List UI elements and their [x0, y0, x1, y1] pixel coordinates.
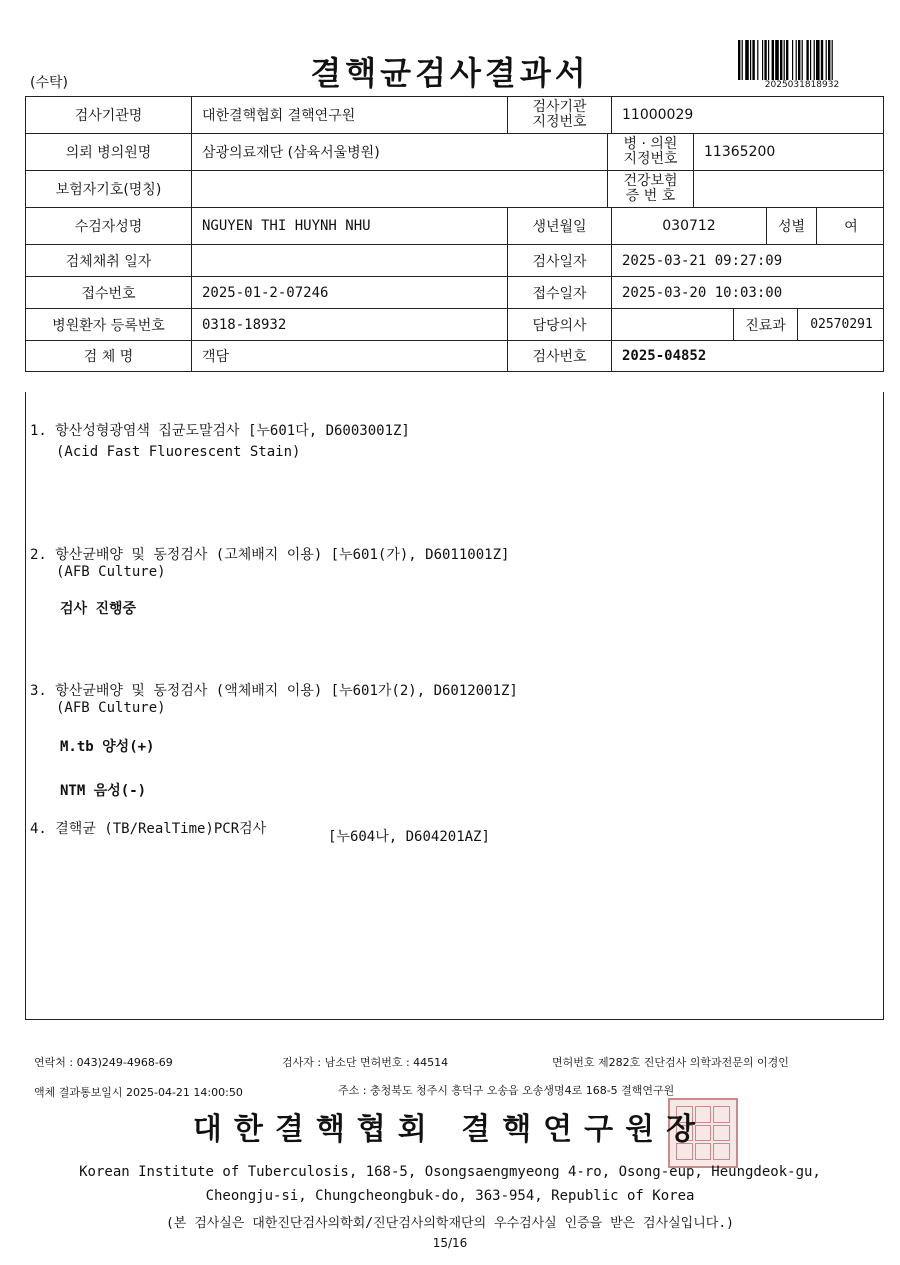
barcode-number: 2025031818932	[764, 80, 840, 90]
document-title: 결핵균검사결과서	[310, 54, 590, 92]
barcode	[738, 40, 866, 80]
test-date-value: 2025-03-21 09:27:09	[611, 245, 885, 276]
sex-label: 성별	[766, 208, 816, 244]
test-no-label: 검사번호	[507, 341, 611, 371]
info-row-specimen	[26, 341, 883, 371]
test3-subtitle: (AFB Culture)	[56, 700, 166, 716]
lab-code-label-line1: 검사기관	[532, 99, 587, 115]
health-ins-label-line2: 증 번 호	[625, 188, 676, 204]
certification-note: (본 검사실은 대한진단검사의학회/진단검사의학재단의 우수검사실 인증을 받은 검사실입니다.)	[165, 1216, 735, 1231]
lab-name-value: 대한결핵협회 결핵연구원	[191, 97, 507, 133]
collect-value	[191, 245, 507, 276]
hospital-code-label-line1: 병 · 의원	[623, 136, 678, 152]
lab-code-label-line2: 지정번호	[532, 114, 587, 130]
english-address-line2: Cheongju-si, Chungcheongbuk-do, 363-954, Republic of Korea	[205, 1188, 695, 1204]
test3-result-ntm: NTM 음성(-)	[60, 783, 147, 799]
receipt-no-label: 접수번호	[81, 285, 136, 302]
reg-no-value: 0318-18932	[191, 309, 507, 340]
results-panel	[25, 392, 884, 1020]
info-row-receipt	[26, 277, 883, 309]
specimen-value: 객담	[191, 341, 507, 371]
request-type-tag: (수탁)	[30, 75, 68, 91]
health-ins-label	[607, 171, 693, 207]
specimen-label: 검 체 명	[83, 349, 134, 365]
test-date-label: 검사일자	[507, 245, 611, 276]
info-row-insurer	[26, 171, 883, 208]
doctor-value	[611, 309, 733, 340]
test4-title: 4. 결핵균 (TB/RealTime)PCR검사	[30, 821, 267, 837]
contact-info: 연락처 : 043)249-4968-69	[34, 1056, 173, 1069]
receipt-date-value: 2025-03-20 10:03:00	[611, 277, 885, 308]
test-no-value: 2025-04852	[611, 341, 885, 371]
license-info: 면허번호 제282호 진단검사 의학과전문의 이경인	[552, 1056, 789, 1069]
info-row-collect	[26, 245, 883, 277]
info-row-lab	[26, 97, 883, 134]
hospital-value: 삼광의료재단 (삼육서울병원)	[191, 134, 607, 170]
patient-label: 수검자성명	[74, 219, 143, 235]
health-ins-label-line1: 건강보험	[623, 173, 678, 189]
institute-name: 대한결핵협회 결핵연구원장	[192, 1112, 708, 1147]
health-ins-value	[693, 171, 885, 207]
test2-result: 검사 진행중	[60, 601, 137, 617]
test2-title: 2. 항산균배양 및 동정검사 (고체배지 이용) [누601(가), D6011001Z]	[30, 547, 510, 563]
hospital-code-label	[607, 134, 693, 170]
sex-value: 여	[816, 208, 885, 244]
address: 주소 : 충청북도 청주시 흥덕구 오송읍 오송생명4로 168-5 결핵연구원	[338, 1084, 675, 1097]
doctor-label: 담당의사	[507, 309, 611, 340]
patient-value: NGUYEN THI HUYNH NHU	[191, 208, 507, 244]
test3-result-mtb: M.tb 양성(+)	[60, 739, 155, 755]
info-table	[25, 96, 884, 372]
hospital-label: 의뢰 병의원명	[65, 145, 152, 161]
info-row-registration	[26, 309, 883, 341]
lab-code-value: 11000029	[611, 97, 885, 133]
test1-subtitle: (Acid Fast Fluorescent Stain)	[56, 444, 301, 460]
insurer-label: 보험자기호(명칭)	[55, 182, 162, 198]
test4-code: [누604나, D604201AZ]	[328, 829, 490, 845]
lab-name-label: 검사기관명	[74, 108, 143, 124]
test1-title: 1. 항산성형광염색 집균도말검사 [누601다, D6003001Z]	[30, 423, 410, 439]
birth-label: 생년월일	[507, 208, 611, 244]
hospital-code-label-line2: 지정번호	[623, 151, 678, 167]
collect-label: 검체채취 일자	[65, 253, 152, 270]
page-number: 15/16	[432, 1236, 468, 1250]
english-address-line1: Korean Institute of Tuberculosis, 168-5, Osongsaengmyeong 4-ro, Osong-eup, Heungdeok-gu,	[79, 1164, 821, 1180]
receipt-no-value: 2025-01-2-07246	[191, 277, 507, 308]
info-row-patient	[26, 208, 883, 245]
test3-title: 3. 항산균배양 및 동정검사 (액체배지 이용) [누601가(2), D6012001Z]	[30, 683, 518, 699]
receipt-date-label: 접수일자	[507, 277, 611, 308]
insurer-value	[191, 171, 607, 207]
test2-subtitle: (AFB Culture)	[56, 564, 166, 580]
birth-value: 030712	[611, 208, 766, 244]
lab-code-label	[507, 97, 611, 133]
report-date: 액체 결과통보일시 2025-04-21 14:00:50	[34, 1086, 243, 1099]
dept-value: 02570291	[797, 309, 885, 340]
examiner-info: 검사자 : 남소단 면허번호 : 44514	[282, 1056, 449, 1069]
reg-no-label: 병원환자 등록번호	[52, 317, 165, 334]
info-row-hospital	[26, 134, 883, 171]
hospital-code-value: 11365200	[693, 134, 885, 170]
dept-label: 진료과	[733, 309, 797, 340]
